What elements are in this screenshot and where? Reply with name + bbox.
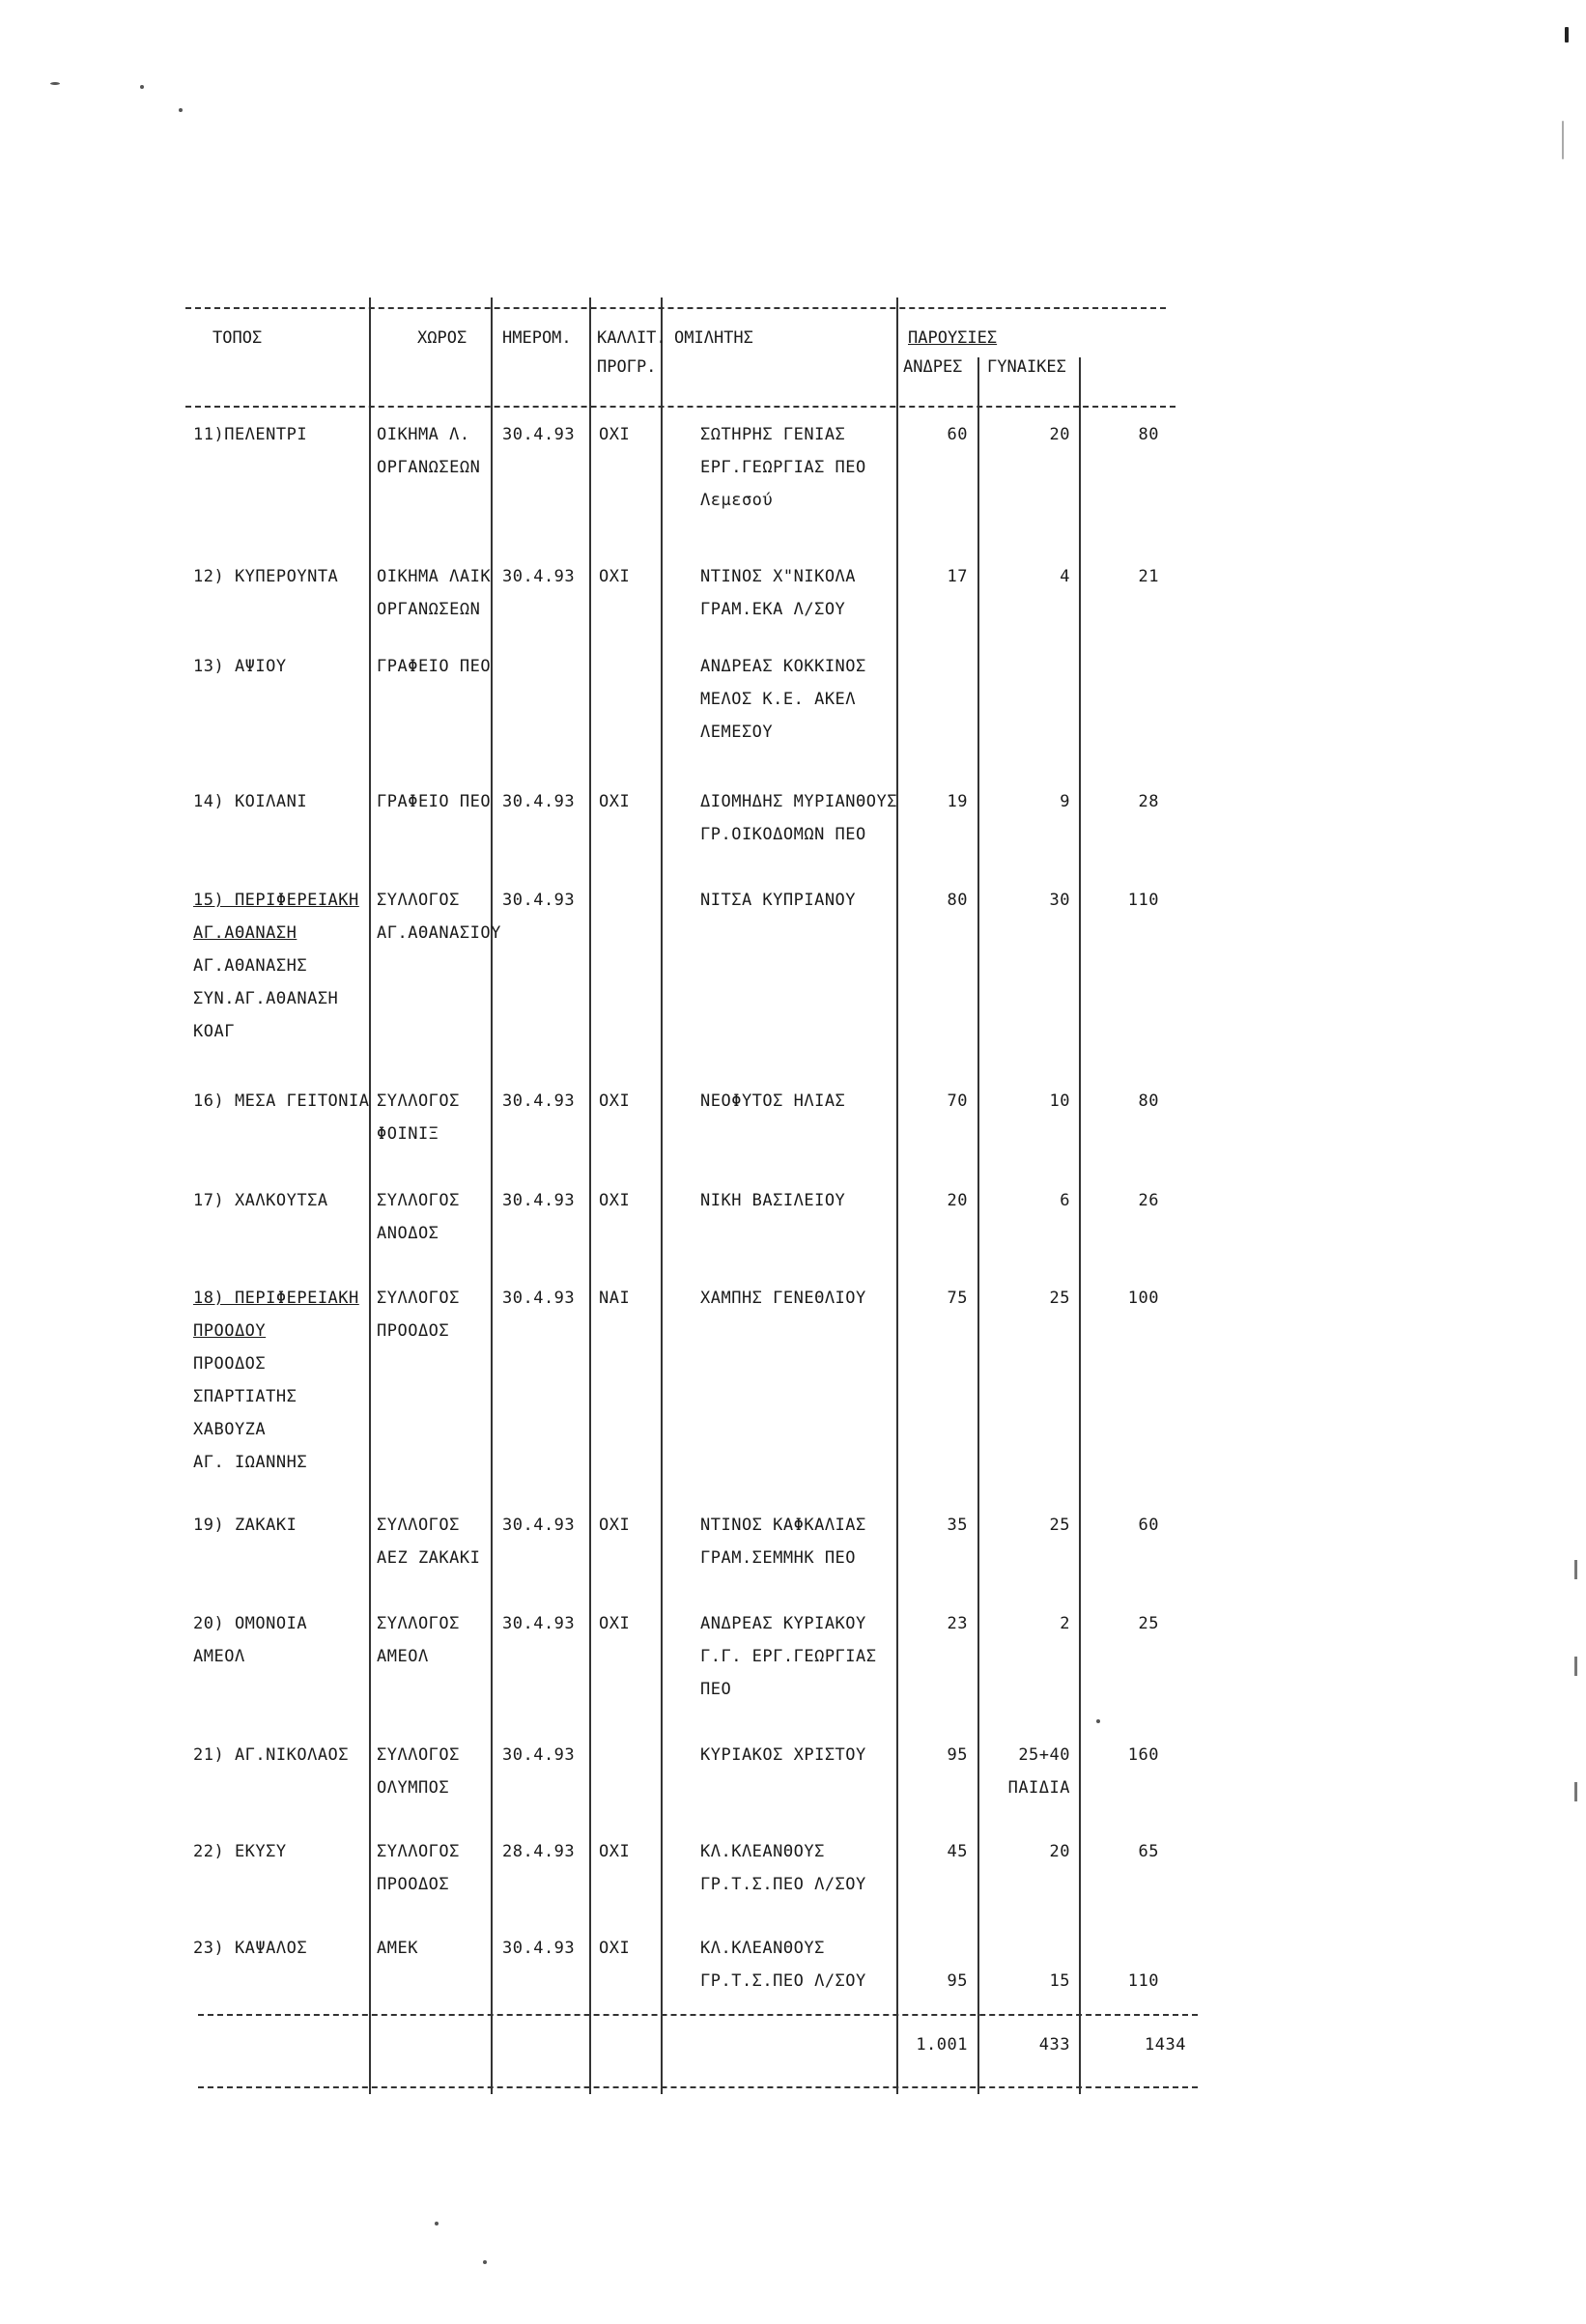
row-total: 110 (1127, 891, 1159, 910)
row-omilitis: ΓΡ.Τ.Σ.ΠΕΟ Λ/ΣΟΥ (700, 1971, 866, 1991)
column-divider (661, 298, 663, 2094)
row-gynaikes: 9 (1060, 792, 1070, 811)
row-xoros: ΟΡΓΑΝΩΣΕΩΝ (377, 458, 481, 477)
row-gynaikes: 25+40 (1018, 1745, 1070, 1765)
row-topos: ΣΠΑΡΤΙΑΤΗΣ (193, 1387, 297, 1406)
column-divider (977, 357, 979, 2094)
row-omilitis: ΝΙΤΣΑ ΚΥΠΡΙΑΝΟΥ (700, 891, 857, 910)
row-total: 100 (1127, 1289, 1159, 1308)
row-xoros: ΑΜΕΟΛ (377, 1647, 429, 1666)
row-date: 30.4.93 (502, 425, 576, 444)
row-kalit: ΟΧΙ (599, 425, 631, 444)
row-total: 28 (1138, 792, 1159, 811)
scan-speck (1562, 121, 1564, 159)
row-gynaikes: 25 (1049, 1516, 1070, 1535)
row-total: 26 (1138, 1191, 1159, 1210)
row-date: 28.4.93 (502, 1842, 576, 1861)
row-date: 30.4.93 (502, 1939, 576, 1958)
row-date: 30.4.93 (502, 1516, 576, 1535)
header-gynaikes: ΓΥΝΑΙΚΕΣ (987, 357, 1066, 377)
row-omilitis: ΚΥΡΙΑΚΟΣ ΧΡΙΣΤΟΥ (700, 1745, 866, 1765)
row-omilitis: ΛΕΜΕΣΟΥ (700, 723, 774, 742)
row-topos: 22) ΕΚΥΣΥ (193, 1842, 287, 1861)
row-andres: 45 (947, 1842, 968, 1861)
header-hmerom: ΗΜΕΡΟΜ. (502, 328, 572, 348)
row-omilitis: ΚΛ.ΚΛΕΑΝΘΟΥΣ (700, 1939, 825, 1958)
row-xoros: ΟΙΚΗΜΑ ΛΑΙΚ (377, 567, 492, 586)
header-parousies: ΠΑΡΟΥΣΙΕΣ (908, 328, 998, 348)
header-kalit: ΚΑΛΛΙΤ. (597, 328, 666, 348)
row-andres: 20 (947, 1191, 968, 1210)
header-omilitis: ΟΜΙΛΗΤΗΣ (674, 328, 753, 348)
row-andres: 70 (947, 1091, 968, 1111)
row-xoros: ΑΓ.ΑΘΑΝΑΣΙΟΥ (377, 923, 501, 943)
row-xoros: ΟΡΓΑΝΩΣΕΩΝ (377, 600, 481, 619)
row-topos: 15) ΠΕΡΙΦΕΡΕΙΑΚΗ (193, 891, 359, 910)
row-gynaikes: 15 (1049, 1971, 1070, 1991)
row-omilitis: ΝΙΚΗ ΒΑΣΙΛΕΙΟΥ (700, 1191, 846, 1210)
row-topos: 16) ΜΕΣΑ ΓΕΙΤΟΝΙΑ (193, 1091, 370, 1111)
row-gynaikes: 6 (1060, 1191, 1070, 1210)
row-date: 30.4.93 (502, 1091, 576, 1111)
scan-speck (140, 85, 144, 89)
row-date: 30.4.93 (502, 792, 576, 811)
row-kalit: ΟΧΙ (599, 1842, 631, 1861)
row-topos: ΠΡΟΟΔΟΣ (193, 1354, 267, 1374)
row-xoros: ΣΥΛΛΟΓΟΣ (377, 1191, 460, 1210)
totals-top-rule (198, 2014, 1198, 2016)
row-gynaikes: 30 (1049, 891, 1070, 910)
row-andres: 60 (947, 425, 968, 444)
row-total: 25 (1138, 1614, 1159, 1633)
row-total: 80 (1138, 1091, 1159, 1111)
row-total: 60 (1138, 1516, 1159, 1535)
row-andres: 95 (947, 1745, 968, 1765)
row-xoros: ΣΥΛΛΟΓΟΣ (377, 1842, 460, 1861)
row-topos: 20) ΟΜΟΝΟΙΑ (193, 1614, 308, 1633)
row-kalit: ΟΧΙ (599, 1191, 631, 1210)
header-xoros: ΧΩΡΟΣ (417, 328, 467, 348)
row-omilitis: ΔΙΟΜΗΔΗΣ ΜΥΡΙΑΝΘΟΥΣ (700, 792, 897, 811)
row-gynaikes: 20 (1049, 1842, 1070, 1861)
total-gynaikes: 433 (1038, 2035, 1070, 2055)
row-omilitis: ΓΡΑΜ.ΕΚΑ Λ/ΣΟΥ (700, 600, 846, 619)
row-omilitis: ΜΕΛΟΣ Κ.Ε. ΑΚΕΛ (700, 690, 857, 709)
row-total: 160 (1127, 1745, 1159, 1765)
row-topos: 18) ΠΕΡΙΦΕΡΕΙΑΚΗ (193, 1289, 359, 1308)
row-topos: 14) ΚΟΙΛΑΝΙ (193, 792, 308, 811)
row-omilitis: ΓΡ.Τ.Σ.ΠΕΟ Λ/ΣΟΥ (700, 1875, 866, 1894)
row-omilitis: Γ.Γ. ΕΡΓ.ΓΕΩΡΓΙΑΣ (700, 1647, 877, 1666)
row-xoros: ΟΛΥΜΠΟΣ (377, 1778, 450, 1798)
column-divider (1079, 357, 1081, 2094)
row-date: 30.4.93 (502, 1191, 576, 1210)
row-kalit: ΟΧΙ (599, 1614, 631, 1633)
row-omilitis: ΓΡ.ΟΙΚΟΔΟΜΩΝ ΠΕΟ (700, 825, 866, 844)
row-date: 30.4.93 (502, 891, 576, 910)
row-andres: 35 (947, 1516, 968, 1535)
column-divider (589, 298, 591, 2094)
row-topos: ΣΥΝ.ΑΓ.ΑΘΑΝΑΣΗ (193, 989, 339, 1008)
scan-speck (435, 2222, 439, 2225)
row-omilitis: ΕΡΓ.ΓΕΩΡΓΙΑΣ ΠΕΟ (700, 458, 866, 477)
row-andres: 23 (947, 1614, 968, 1633)
table-bottom-rule (198, 2086, 1198, 2088)
row-xoros: ΑΜΕΚ (377, 1939, 418, 1958)
row-date: 30.4.93 (502, 1745, 576, 1765)
row-omilitis: ΝΤΙΝΟΣ ΚΑΦΚΑΛΙΑΣ (700, 1516, 866, 1535)
row-omilitis: ΑΝΔΡΕΑΣ ΚΟΚΚΙΝΟΣ (700, 657, 866, 676)
scan-speck (1565, 27, 1569, 43)
row-omilitis: Λεμεσού (700, 491, 774, 510)
row-kalit: ΟΧΙ (599, 1939, 631, 1958)
row-topos: ΑΜΕΟΛ (193, 1647, 245, 1666)
row-omilitis: ΧΑΜΠΗΣ ΓΕΝΕΘΛΙΟΥ (700, 1289, 866, 1308)
row-xoros: ΑΕΖ ΖΑΚΑΚΙ (377, 1548, 481, 1568)
total-andres: 1.001 (916, 2035, 968, 2055)
row-kalit: ΝΑΙ (599, 1289, 631, 1308)
row-andres: 17 (947, 567, 968, 586)
row-andres: 19 (947, 792, 968, 811)
row-xoros: ΣΥΛΛΟΓΟΣ (377, 1614, 460, 1633)
row-total: 21 (1138, 567, 1159, 586)
row-total: 65 (1138, 1842, 1159, 1861)
row-omilitis: ΝΤΙΝΟΣ Χ"ΝΙΚΟΛΑ (700, 567, 857, 586)
total-all: 1434 (1145, 2035, 1186, 2055)
row-kalit: ΟΧΙ (599, 792, 631, 811)
row-gynaikes: 10 (1049, 1091, 1070, 1111)
row-total: 110 (1127, 1971, 1159, 1991)
row-omilitis: ΓΡΑΜ.ΣΕΜΜΗΚ ΠΕΟ (700, 1548, 857, 1568)
row-omilitis: ΚΛ.ΚΛΕΑΝΘΟΥΣ (700, 1842, 825, 1861)
row-omilitis: ΝΕΟΦΥΤΟΣ ΗΛΙΑΣ (700, 1091, 846, 1111)
row-kalit: ΟΧΙ (599, 1091, 631, 1111)
scan-speck (1096, 1719, 1100, 1723)
column-divider (491, 298, 493, 2094)
row-date: 30.4.93 (502, 1614, 576, 1633)
row-gynaikes: 4 (1060, 567, 1070, 586)
scan-speck (483, 2260, 487, 2264)
row-kalit: ΟΧΙ (599, 1516, 631, 1535)
row-gynaikes: 25 (1049, 1289, 1070, 1308)
row-xoros: ΓΡΑΦΕΙΟ ΠΕΟ (377, 657, 492, 676)
row-xoros: ΣΥΛΛΟΓΟΣ (377, 1289, 460, 1308)
row-gynaikes: 2 (1060, 1614, 1070, 1633)
row-xoros: ΣΥΛΛΟΓΟΣ (377, 1091, 460, 1111)
row-topos: ΑΓ. ΙΩΑΝΝΗΣ (193, 1453, 308, 1472)
row-omilitis: ΠΕΟ (700, 1680, 732, 1699)
scan-edge-mark (1574, 1560, 1577, 1579)
row-andres: 95 (947, 1971, 968, 1991)
row-topos: 17) ΧΑΛΚΟΥΤΣΑ (193, 1191, 328, 1210)
row-topos: 23) ΚΑΨΑΛΟΣ (193, 1939, 308, 1958)
row-topos: 13) ΑΨΙΟΥ (193, 657, 287, 676)
header-progr: ΠΡΟΓΡ. (597, 357, 657, 377)
row-gynaikes-note: ΠΑΙΔΙΑ (1007, 1778, 1070, 1798)
scan-edge-mark (1574, 1657, 1577, 1676)
row-kalit: ΟΧΙ (599, 567, 631, 586)
row-topos: ΑΓ.ΑΘΑΝΑΣΗΣ (193, 956, 308, 976)
row-topos: ΠΡΟΟΔΟΥ (193, 1321, 267, 1341)
row-xoros: ΓΡΑΦΕΙΟ ΠΕΟ (377, 792, 492, 811)
row-topos: 21) ΑΓ.ΝΙΚΟΛΑΟΣ (193, 1745, 350, 1765)
row-date: 30.4.93 (502, 1289, 576, 1308)
row-xoros: ΣΥΛΛΟΓΟΣ (377, 1745, 460, 1765)
row-topos: 11)ΠΕΛΕΝΤΡΙ (193, 425, 308, 444)
row-omilitis: ΑΝΔΡΕΑΣ ΚΥΡΙΑΚΟΥ (700, 1614, 866, 1633)
row-gynaikes: 20 (1049, 425, 1070, 444)
row-omilitis: ΣΩΤΗΡΗΣ ΓΕΝΙΑΣ (700, 425, 846, 444)
header-andres: ΑΝΔΡΕΣ (903, 357, 963, 377)
row-topos: ΑΓ.ΑΘΑΝΑΣΗ (193, 923, 297, 943)
row-xoros: ΦΟΙΝΙΞ (377, 1124, 439, 1144)
scan-speck (50, 82, 60, 85)
column-divider (369, 298, 371, 2094)
row-xoros: ΠΡΟΟΔΟΣ (377, 1321, 450, 1341)
row-date: 30.4.93 (502, 567, 576, 586)
row-xoros: ΟΙΚΗΜΑ Λ. (377, 425, 470, 444)
row-andres: 75 (947, 1289, 968, 1308)
row-topos: 19) ΖΑΚΑΚΙ (193, 1516, 297, 1535)
table-top-rule (185, 307, 1166, 309)
header-bottom-rule (185, 406, 1175, 408)
header-topos: ΤΟΠΟΣ (212, 328, 263, 348)
scan-speck (179, 108, 183, 112)
row-topos: 12) ΚΥΠΕΡΟΥΝΤΑ (193, 567, 339, 586)
row-total: 80 (1138, 425, 1159, 444)
row-topos: ΧΑΒΟΥΖΑ (193, 1420, 267, 1439)
row-xoros: ΣΥΛΛΟΓΟΣ (377, 891, 460, 910)
row-andres: 80 (947, 891, 968, 910)
row-topos: ΚΟΑΓ (193, 1022, 235, 1041)
scan-edge-mark (1574, 1782, 1577, 1801)
row-xoros: ΣΥΛΛΟΓΟΣ (377, 1516, 460, 1535)
row-xoros: ΑΝΟΔΟΣ (377, 1224, 439, 1243)
row-xoros: ΠΡΟΟΔΟΣ (377, 1875, 450, 1894)
